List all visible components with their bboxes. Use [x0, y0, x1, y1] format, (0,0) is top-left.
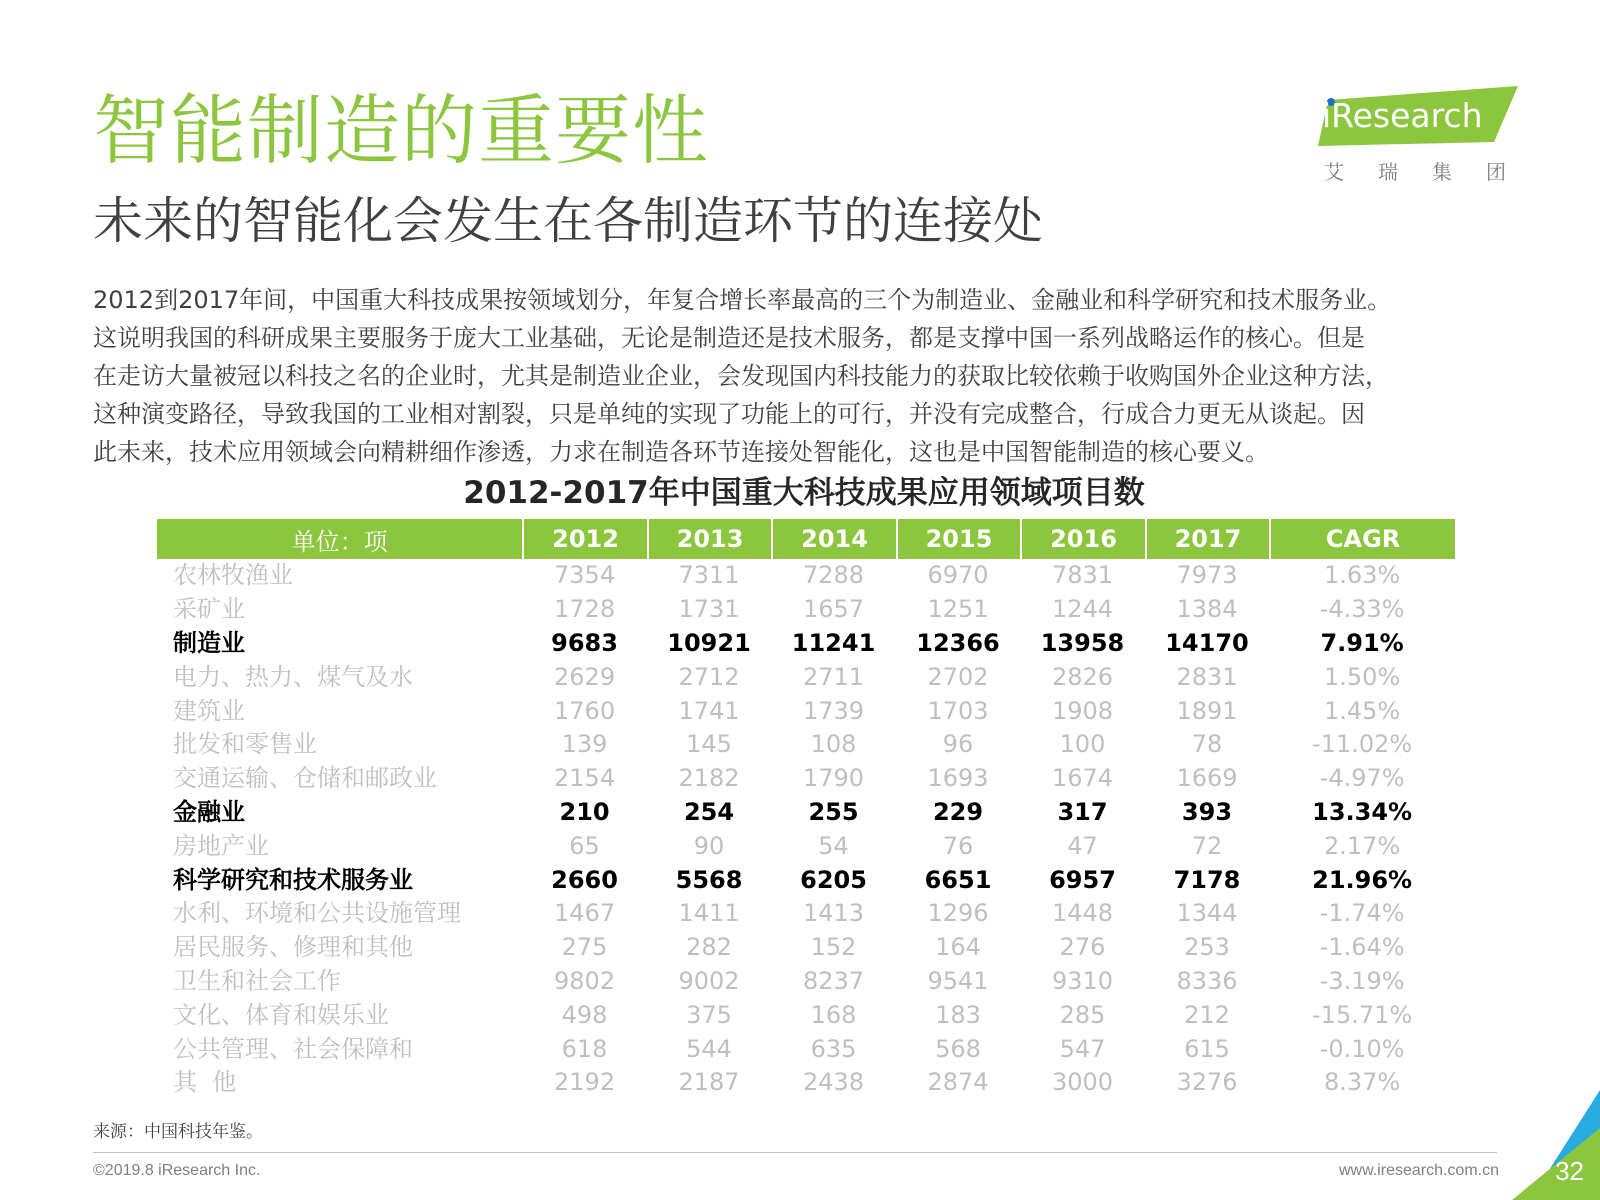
table-cell: 498 [561, 1000, 608, 1029]
table-cell: 618 [561, 1034, 608, 1063]
table-cell: 393 [1181, 797, 1233, 826]
row-label: 文化、体育和娱乐业 [173, 1000, 389, 1029]
table-cell: 8.37% [1323, 1068, 1401, 1097]
body-line: 这种演变路径，导致我国的工业相对割裂，只是单纯的实现了功能上的可行，并没有完成整合，行成合力更无从谈起。因 [93, 400, 1365, 428]
table-cell: 2192 [554, 1068, 616, 1097]
table-cell: 1.63% [1323, 561, 1401, 590]
table-row [157, 762, 1455, 796]
body-line: 这说明我国的科研成果主要服务于庞大工业基础，无论是制造还是技术服务，都是支撑中国一系列战略运作的核心。但是 [93, 324, 1365, 352]
table-cell: 317 [1057, 797, 1108, 826]
table-cell: 9683 [551, 628, 618, 657]
table-cell: 10921 [667, 628, 751, 657]
table-row [157, 796, 1455, 830]
table-cell: 9541 [927, 966, 989, 995]
table-header-row [157, 519, 1455, 559]
table-cell: -1.74% [1319, 899, 1405, 928]
table-cell: 100 [1059, 730, 1106, 759]
table-cell: 210 [559, 797, 610, 826]
table-cell: 1657 [802, 595, 865, 624]
table-cell: 1296 [927, 899, 989, 928]
table-body [157, 559, 1455, 1100]
table-cell: 276 [1059, 933, 1106, 962]
table-cell: 7311 [678, 561, 740, 590]
table-cell: 8336 [1176, 966, 1238, 995]
row-label: 制造业 [173, 628, 245, 657]
table-cell: 9310 [1051, 966, 1114, 995]
row-label: 水利、环境和公共设施管理 [173, 899, 461, 928]
table-cell: -4.33% [1319, 595, 1405, 624]
table-cell: 1674 [1051, 764, 1114, 793]
table-cell: 1908 [1051, 696, 1114, 725]
header-2017: 2017 [1145, 519, 1269, 559]
table-cell: 568 [935, 1034, 981, 1063]
table-cell: 547 [1059, 1034, 1106, 1063]
table-cell: 1.45% [1323, 696, 1401, 725]
table-cell: 3000 [1051, 1068, 1114, 1097]
table-cell: 13.34% [1312, 797, 1413, 826]
logo-wordmark [1322, 96, 1483, 136]
table-cell: 9002 [678, 966, 740, 995]
table-row [157, 559, 1455, 593]
table-cell: 90 [693, 831, 725, 860]
body-line: 2012到2017年间，中国重大科技成果按领域划分，年复合增长率最高的三个为制造业、金融业和科学研究和技术服务业。 [93, 286, 1392, 314]
table-cell: 1739 [802, 696, 865, 725]
table-cell: 6651 [924, 865, 992, 894]
table-row [157, 965, 1455, 999]
table-cell: 7178 [1173, 865, 1241, 894]
table-cell: 7354 [554, 561, 616, 590]
table-cell: 615 [1184, 1034, 1230, 1063]
logo-chinese: 艾瑞集团 [1324, 160, 1540, 184]
table-cell: 1669 [1176, 764, 1238, 793]
table-cell: 544 [686, 1034, 732, 1063]
table-row [157, 728, 1455, 762]
table-row [157, 998, 1455, 1032]
table-cell: 1251 [927, 595, 989, 624]
table-cell: -3.19% [1319, 966, 1405, 995]
body-line: 此未来，技术应用领域会向精耕细作渗透，力求在制造各环节连接处智能化，这也是中国智能制造的核心要义。 [93, 438, 1269, 466]
table-cell: 275 [561, 933, 608, 962]
table-cell: 229 [932, 797, 984, 826]
table-cell: 72 [1191, 831, 1223, 860]
table-cell: 7288 [802, 561, 865, 590]
row-label: 电力、热力、煤气及水 [173, 662, 413, 691]
table-cell: 1384 [1176, 595, 1238, 624]
table-cell: 168 [810, 1000, 857, 1029]
body-line: 在走访大量被冠以科技之名的企业时，尤其是制造业企业，会发现国内科技能力的获取比较依赖于收购国外企业这种方法， [93, 362, 1389, 390]
table-cell: 2182 [678, 764, 740, 793]
table-cell: 7.91% [1320, 628, 1404, 657]
table-cell: 1413 [802, 899, 865, 928]
table-cell: 1891 [1176, 696, 1238, 725]
table-cell: 1344 [1176, 899, 1238, 928]
row-label: 金融业 [173, 797, 245, 826]
table-cell: -15.71% [1312, 1000, 1413, 1029]
table-cell: 1731 [678, 595, 740, 624]
table-cell: 375 [686, 1000, 732, 1029]
header-2015: 2015 [896, 519, 1020, 559]
data-table [157, 519, 1455, 1100]
logo-brand: Research [1331, 96, 1483, 135]
page-title: 智能制造的重要性 [93, 86, 709, 175]
table-cell: 9802 [554, 966, 616, 995]
row-label: 采矿业 [173, 595, 245, 624]
source-note: 来源：中国科技年鉴。 [93, 1122, 263, 1142]
iresearch-logo [1318, 86, 1540, 186]
page-number: 32 [1555, 1156, 1584, 1186]
table-cell: 254 [683, 797, 735, 826]
table-title: 2012-2017年中国重大科技成果应用领域项目数 [463, 475, 1145, 511]
table-cell: 6970 [927, 561, 989, 590]
table-cell: 5568 [675, 865, 743, 894]
table-cell: 253 [1184, 933, 1230, 962]
page-subtitle: 未来的智能化会发生在各制造环节的连接处 [93, 192, 1043, 250]
header-cagr: CAGR [1269, 519, 1455, 559]
row-label: 交通运输、仓储和邮政业 [173, 764, 437, 793]
table-cell: 12366 [916, 628, 1000, 657]
row-label: 其 他 [173, 1068, 237, 1097]
table-row [157, 627, 1455, 661]
row-label: 批发和零售业 [173, 730, 317, 759]
table-cell: 183 [935, 1000, 981, 1029]
table-row [157, 1066, 1455, 1100]
table-cell: 2.17% [1323, 831, 1401, 860]
table-row [157, 829, 1455, 863]
table-cell: 635 [810, 1034, 857, 1063]
header-2013: 2013 [647, 519, 771, 559]
table-cell: 212 [1184, 1000, 1230, 1029]
table-cell: -11.02% [1312, 730, 1413, 759]
table-cell: 2629 [554, 662, 616, 691]
table-cell: 1467 [554, 899, 616, 928]
row-label: 房地产业 [173, 831, 269, 860]
header-2012: 2012 [522, 519, 646, 559]
website-link[interactable]: www.iresearch.com.cn [1338, 1162, 1499, 1179]
table-cell: 78 [1191, 730, 1223, 759]
table-cell: 1728 [554, 595, 616, 624]
table-cell: 96 [942, 730, 974, 759]
table-cell: 108 [810, 730, 857, 759]
row-label: 科学研究和技术服务业 [173, 865, 413, 894]
table-cell: 1703 [927, 696, 989, 725]
table-cell: 2660 [551, 865, 618, 894]
table-cell: 54 [818, 831, 849, 860]
table-cell: 7831 [1051, 561, 1114, 590]
body-paragraph [93, 281, 1553, 471]
row-label: 卫生和社会工作 [173, 966, 341, 995]
table-cell: 255 [808, 797, 859, 826]
copyright: ©2019.8 iResearch Inc. [93, 1162, 261, 1179]
table-cell: 65 [569, 831, 600, 860]
table-cell: 47 [1067, 831, 1098, 860]
row-label: 农林牧渔业 [173, 561, 293, 590]
table-row [157, 660, 1455, 694]
table-cell: 13958 [1040, 628, 1125, 657]
footer-divider [93, 1152, 1497, 1153]
table-cell: 152 [810, 933, 857, 962]
table-cell: 139 [561, 730, 608, 759]
table-cell: 1693 [927, 764, 989, 793]
table-cell: 2187 [678, 1068, 740, 1097]
table-cell: -1.64% [1319, 933, 1405, 962]
table-row [157, 863, 1455, 897]
table-cell: 1448 [1051, 899, 1114, 928]
table-cell: 1244 [1051, 595, 1114, 624]
header-2014: 2014 [771, 519, 895, 559]
table-row [157, 694, 1455, 728]
table-cell: 2826 [1051, 662, 1114, 691]
table-cell: 2712 [678, 662, 740, 691]
table-cell: 145 [686, 730, 732, 759]
row-label: 建筑业 [173, 696, 245, 725]
logo-prefix: i [1322, 96, 1332, 135]
table-row [157, 897, 1455, 931]
row-label: 居民服务、修理和其他 [173, 933, 413, 962]
table-cell: 2711 [802, 662, 865, 691]
table-cell: 164 [935, 933, 981, 962]
table-cell: 76 [942, 831, 974, 860]
table-cell: 1411 [678, 899, 740, 928]
table-cell: 1741 [678, 696, 740, 725]
table-cell: 2702 [927, 662, 989, 691]
table-cell: 21.96% [1312, 865, 1413, 894]
table-cell: 11241 [791, 628, 876, 657]
table-cell: -4.97% [1319, 764, 1405, 793]
table-cell: 1790 [802, 764, 865, 793]
header-unit: 单位：项 [157, 519, 522, 559]
table-cell: 2154 [554, 764, 616, 793]
table-cell: 14170 [1165, 628, 1249, 657]
table-cell: 282 [686, 933, 732, 962]
table-cell: 7973 [1176, 561, 1238, 590]
table-cell: 8237 [802, 966, 865, 995]
header-2016: 2016 [1020, 519, 1144, 559]
table-cell: -0.10% [1319, 1034, 1405, 1063]
table-row [157, 593, 1455, 627]
table-cell: 2438 [802, 1068, 865, 1097]
table-cell: 1.50% [1323, 662, 1401, 691]
table-cell: 3276 [1176, 1068, 1238, 1097]
table-cell: 1760 [554, 696, 616, 725]
row-label: 公共管理、社会保障和 [173, 1034, 413, 1063]
table-cell: 6957 [1049, 865, 1116, 894]
table-cell: 2831 [1176, 662, 1238, 691]
table-cell: 2874 [927, 1068, 989, 1097]
table-cell: 6205 [800, 865, 867, 894]
table-row [157, 931, 1455, 965]
table-cell: 285 [1059, 1000, 1106, 1029]
table-row [157, 1032, 1455, 1066]
